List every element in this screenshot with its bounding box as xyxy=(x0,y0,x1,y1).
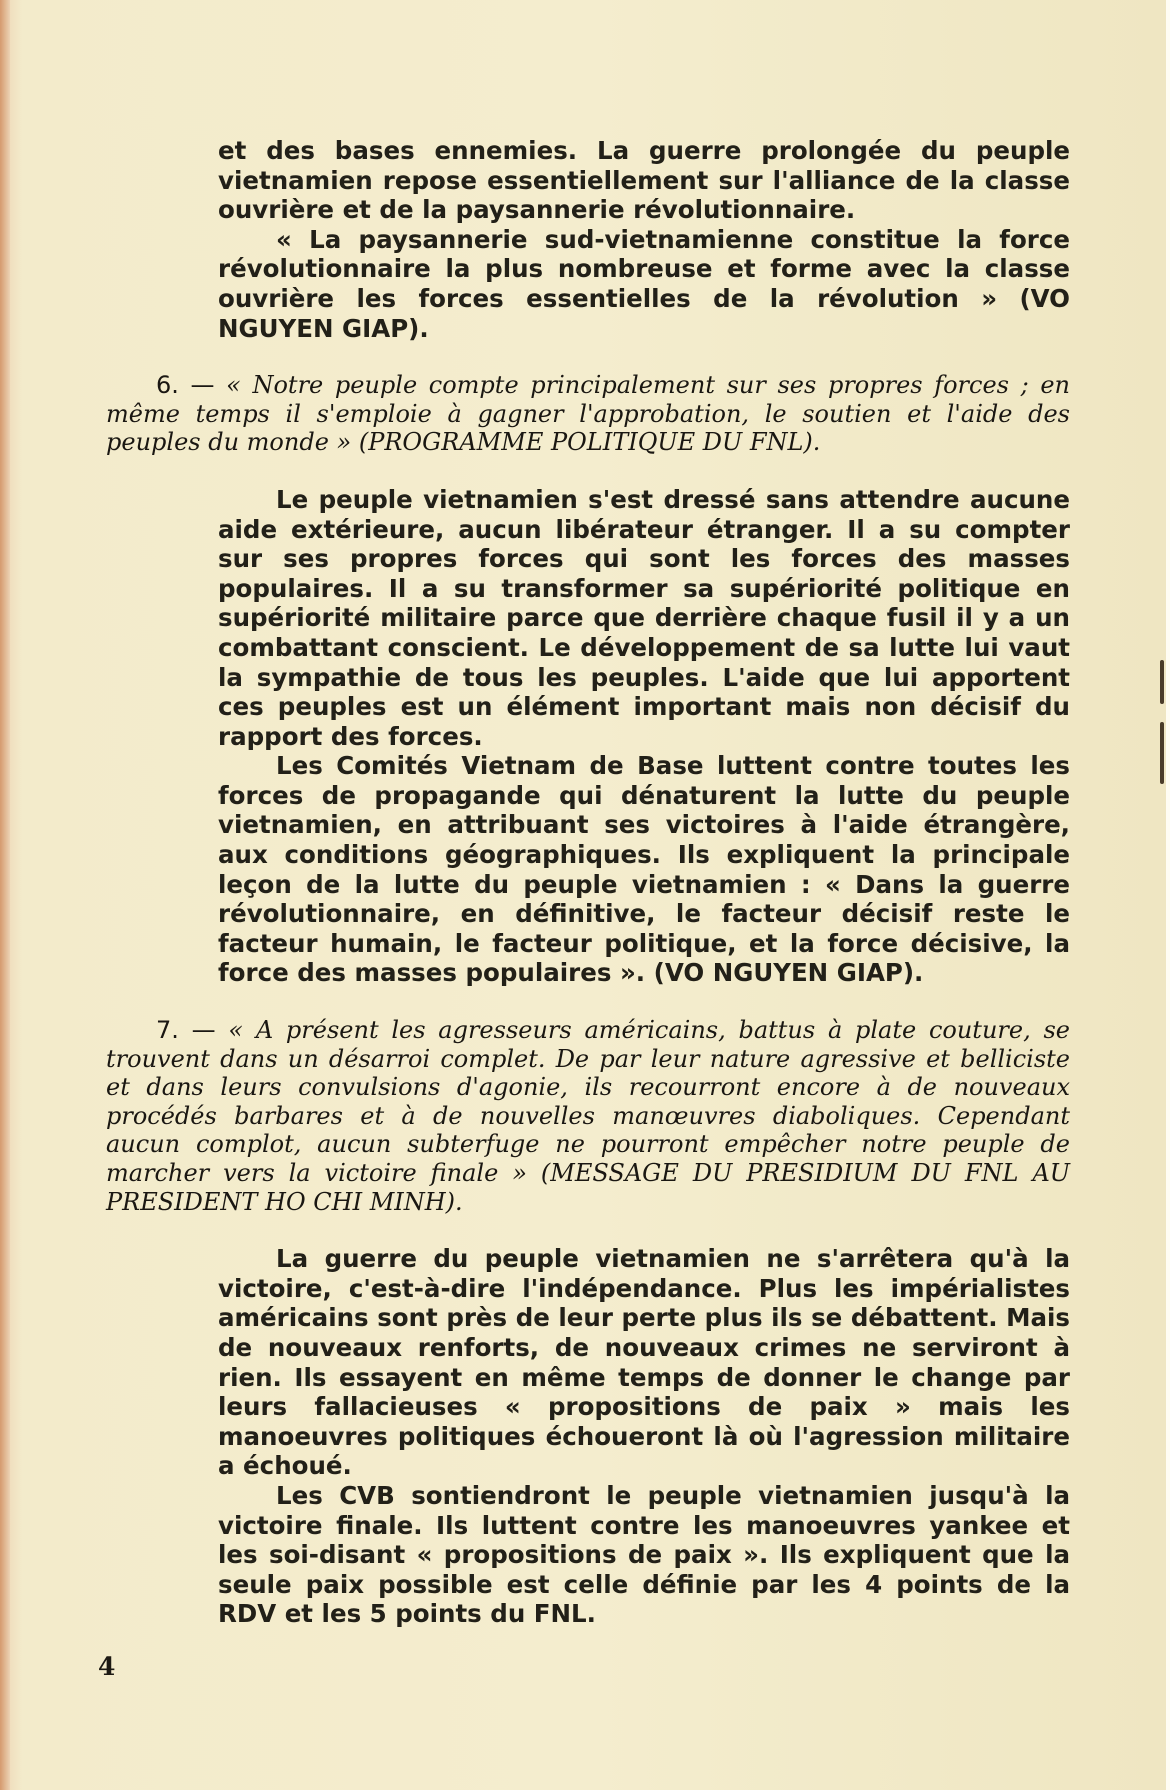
paragraph-quote-giap: « La paysannerie sud-vietnamienne constitue la force révolutionnaire la plus nombreuse et forme avec la classe ouvrière les forces essentielles de la révolution » (VO NGUYEN GIAP). xyxy=(218,224,1070,343)
quote-number: 7. — xyxy=(156,1016,229,1045)
paper-right-edge xyxy=(1166,0,1170,1790)
paragraph: et des bases ennemies. La guerre prolongée du peuple vietnamien repose essentiellement sur l'alliance de la classe ouvrière et de la paysannerie révolutionnaire. xyxy=(218,136,1070,225)
paragraph: Les Comités Vietnam de Base luttent contre toutes les forces de propagande qui dénaturent la lutte du peuple vietnamien, en attribuant ses victoires à l'aide étrangère, aux conditions géographiques. Ils expliquent la principale leçon de la lutte du peuple vietnamien : « Dans la guerre révolutionnaire, en définitive, le facteur décisif reste le facteur humain, le facteur politique, et la force décisive, la force des masses populaires ». (VO NGUYEN GIAP). xyxy=(218,751,1070,988)
paragraph: La guerre du peuple vietnamien ne s'arrêtera qu'à la victoire, c'est-à-dire l'indépendance. Plus les impérialistes américains sont près de leur perte plus ils se débattent. Mais de nouveaux renforts, de nouveaux crimes ne serviront à rien. Ils essayent en même temps de donner le change par leurs fallacieuses « propositions de paix » mais les manoeuvres politiques échoueront là où l'agression militaire a échoué. xyxy=(218,1244,1070,1481)
page-body xyxy=(106,136,1070,1629)
binding-mark xyxy=(1160,722,1164,784)
numbered-quote-6 xyxy=(106,371,1070,457)
quote-text: « A présent les agresseurs américains, battus à plate couture, se trouvent dans un désarroi complet. De par leur nature agressive et belliciste et dans leurs convulsions d'agonie, ils recourront encore à de nouveaux procédés barbares et à de nouvelles manœuvres diaboliques. Cependant aucun complot, aucun subterfuge ne pourront empêcher notre peuple de marcher vers la victoire finale » (MESSAGE DU PRESIDIUM DU FNL AU PRESIDENT HO CHI MINH). xyxy=(106,1016,1070,1216)
page-number: 4 xyxy=(98,1652,116,1681)
paper-left-edge xyxy=(0,0,10,1790)
numbered-quote-7 xyxy=(106,1016,1070,1216)
paragraph: Le peuple vietnamien s'est dressé sans attendre aucune aide extérieure, aucun libérateur étranger. Il a su compter sur ses propres forces qui sont les forces des masses populaires. Il a su transformer sa supériorité politique en supériorité militaire parce que derrière chaque fusil il y a un combattant conscient. Le développement de sa lutte lui vaut la sympathie de tous les peuples. L'aide que lui apportent ces peuples est un élément important mais non décisif du rapport des forces. xyxy=(218,484,1070,751)
binding-mark xyxy=(1160,660,1164,704)
quote-number: 6. — xyxy=(156,371,227,400)
quote-text: « Notre peuple compte principalement sur ses propres forces ; en même temps il s'emploie à gagner l'approbation, le soutien et l'aide des peuples du monde » (PROGRAMME POLITIQUE DU FNL). xyxy=(106,371,1070,457)
paragraph: Les CVB sontiendront le peuple vietnamien jusqu'à la victoire finale. Ils luttent contre les manoeuvres yankee et les soi-disant « propositions de paix ». Ils expliquent que la seule paix possible est celle définie par les 4 points de la RDV et les 5 points du FNL. xyxy=(218,1480,1070,1629)
